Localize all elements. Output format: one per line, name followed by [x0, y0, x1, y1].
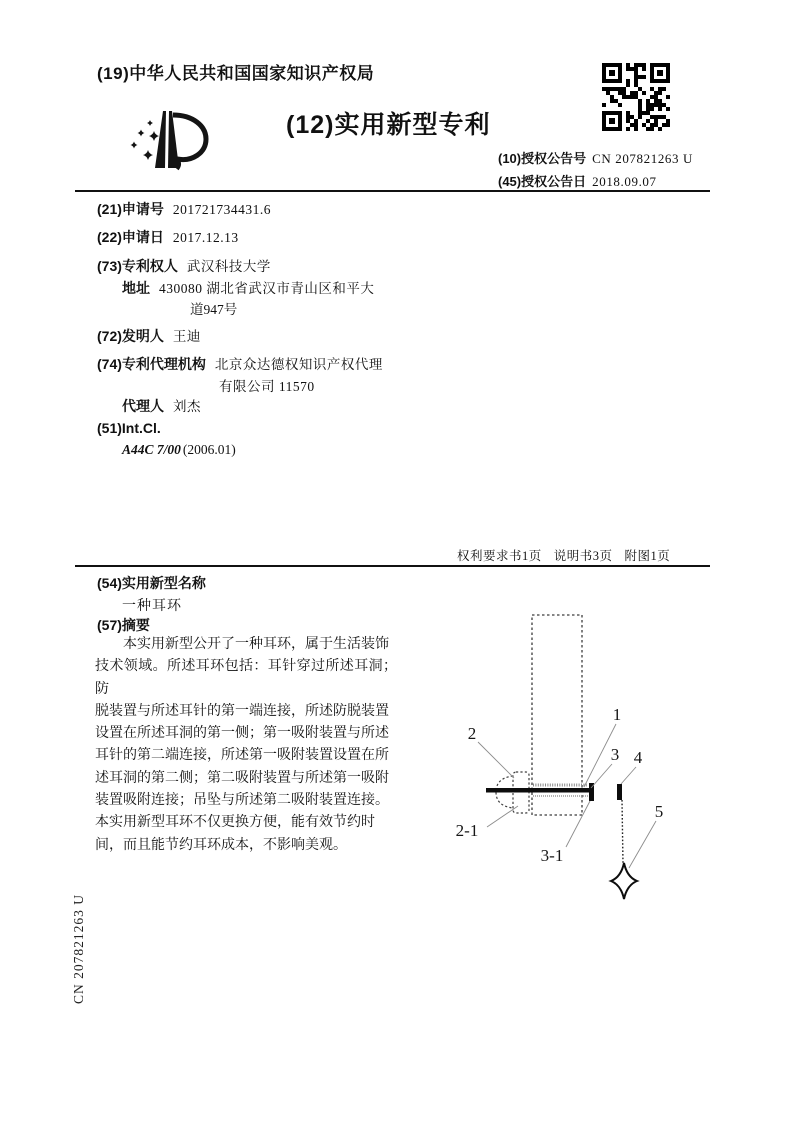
figure-pin — [486, 788, 592, 793]
figure-label-4: 4 — [633, 748, 643, 767]
pages-summary-item: 说明书3页 — [553, 549, 613, 563]
abstract-text — [95, 634, 397, 857]
agency-line1: 北京众达德权知识产权代理 — [214, 357, 383, 372]
inventor-row — [97, 325, 201, 346]
abstract-line: 脱装置与所述耳针的第一端连接，所述防脱装置 — [95, 703, 389, 719]
abstract-line: 技术领域。所述耳环包括：耳针穿过所述耳洞；防 — [95, 659, 397, 697]
application-date-value: 2017.12.13 — [172, 230, 239, 245]
address-label: 地址 — [122, 280, 150, 296]
pages-summary — [457, 546, 670, 564]
inventor-label: (72)发明人 — [97, 328, 164, 344]
ipc-version: (2006.01) — [182, 442, 236, 457]
figure-label-3: 3 — [610, 745, 620, 764]
sidebar-document-id: CN 207821263 U — [71, 893, 86, 1005]
figure-second-magnet — [617, 784, 622, 800]
publication-date-label: (45)授权公告日 — [498, 174, 587, 189]
patent-figure — [440, 600, 690, 920]
abstract-line: 间，而且能节约耳环成本，不影响美观。 — [95, 837, 347, 853]
address-row — [122, 277, 374, 298]
agent-row — [122, 395, 201, 416]
patentee-label: (73)专利权人 — [97, 258, 178, 274]
application-number-row — [97, 199, 271, 219]
title-section-label: (54)实用新型名称 — [97, 575, 206, 591]
inventor-value: 王迪 — [172, 329, 201, 344]
address-line1: 430080 湖北省武汉市青山区和平大 — [159, 281, 375, 296]
ipc-label: (51)Int.Cl. — [97, 420, 161, 436]
agency-row — [97, 353, 383, 374]
agency-line2: 有限公司 11570 — [219, 379, 315, 394]
patentee-value: 武汉科技大学 — [186, 259, 271, 274]
publication-number-value: CN 207821263 U — [592, 151, 693, 166]
header-divider — [75, 190, 710, 192]
abstract-line: 本实用新型公开了一种耳环，属于生活装饰 — [123, 637, 389, 652]
patentee-row — [97, 255, 271, 276]
publication-date-value: 2018.09.07 — [592, 174, 657, 189]
document-kind-title: (12)实用新型专利 — [286, 111, 491, 139]
qr-code — [600, 61, 672, 133]
abstract-line: 耳针的第二端连接，所述第一吸附装置设置在所 — [95, 748, 389, 764]
agency-label: (74)专利代理机构 — [97, 356, 206, 372]
figure-label-3-1: 3-1 — [540, 846, 564, 865]
application-date-row — [97, 227, 239, 247]
abstract-line: 设置在所述耳洞的第一侧；第一吸附装置与所述 — [95, 726, 389, 742]
figure-label-1: 1 — [612, 705, 622, 724]
application-date-label: (22)申请日 — [97, 229, 164, 245]
pages-summary-item: 权利要求书1页 — [457, 549, 542, 563]
ipc-row — [122, 442, 236, 458]
ipc-class: A44C 7/00 — [122, 442, 181, 457]
figure-label-2: 2 — [467, 724, 477, 743]
abstract-section-label: (57)摘要 — [97, 617, 150, 633]
address-line2: 道947号 — [190, 302, 238, 317]
publication-number-row — [498, 148, 693, 167]
cnipa-logo-icon — [113, 102, 221, 180]
agent-value: 刘杰 — [173, 399, 201, 414]
invention-title: 一种耳环 — [122, 599, 182, 614]
application-number-label: (21)申请号 — [97, 201, 164, 217]
figure-star-pendant — [611, 863, 637, 899]
application-number-value: 201721734431.6 — [172, 202, 272, 217]
issuing-office-title: (19)中华人民共和国国家知识产权局 — [97, 64, 375, 83]
abstract-line: 述耳洞的第二侧；第二吸附装置与所述第一吸附 — [95, 770, 389, 786]
abstract-line: 装置吸附连接；吊坠与所述第二吸附装置连接。 — [95, 793, 389, 809]
publication-number-label: (10)授权公告号 — [498, 151, 587, 166]
pages-summary-item: 附图1页 — [624, 549, 671, 563]
figure-label-5: 5 — [654, 802, 664, 821]
abstract-line: 本实用新型耳环不仅更换方便，能有效节约时 — [95, 815, 375, 831]
figure-label-2-1: 2-1 — [455, 821, 479, 840]
publication-date-row — [498, 171, 657, 190]
body-divider — [75, 565, 710, 567]
agent-label: 代理人 — [122, 398, 164, 414]
figure-pendant-chain — [622, 800, 623, 864]
